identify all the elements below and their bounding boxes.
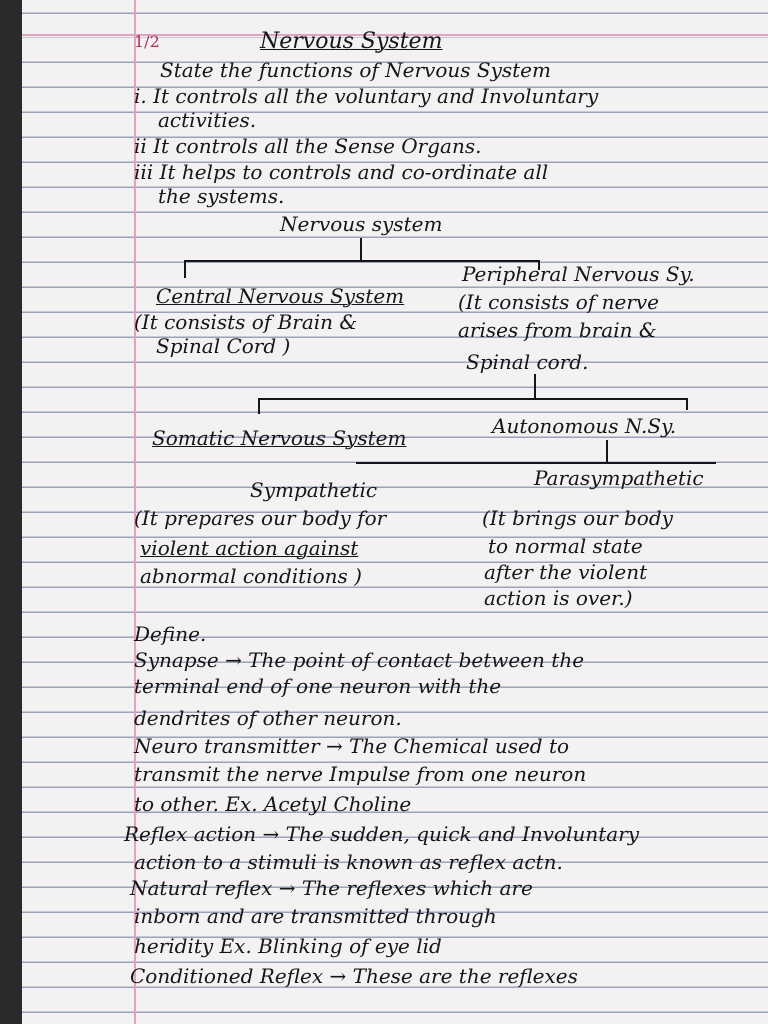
function-line: the systems. — [158, 184, 285, 208]
function-line: i. It controls all the voluntary and Involuntary — [134, 84, 599, 108]
definition-line: transmit the nerve Impulse from one neuron — [134, 762, 587, 786]
connector — [360, 238, 362, 260]
tree-root: Nervous system — [280, 212, 443, 236]
page-title: Nervous System — [260, 29, 443, 54]
pns-desc: Spinal cord. — [466, 350, 589, 374]
cns-desc: Spinal Cord ) — [156, 334, 291, 358]
parasympathetic-title: Parasympathetic — [534, 466, 704, 490]
definition-line: dendrites of other neuron. — [134, 706, 402, 730]
definition-line: terminal end of one neuron with the — [134, 674, 502, 698]
parasympathetic-desc: (It brings our body — [482, 506, 673, 530]
sympathetic-desc: abnormal conditions ) — [140, 564, 362, 588]
definition-line: Natural reflex → The reflexes which are — [130, 876, 533, 900]
definition-line: Reflex action → The sudden, quick and Involuntary — [124, 822, 640, 846]
cns-title: Central Nervous System — [156, 284, 405, 308]
pns-desc: (It consists of nerve — [458, 290, 660, 314]
margin-note: 1/2 — [134, 32, 160, 51]
parasympathetic-desc: after the violent — [484, 560, 648, 584]
cns-desc: (It consists of Brain & — [134, 310, 358, 334]
definition-line: action to a stimuli is known as reflex actn. — [134, 850, 563, 874]
definition-line: to other. Ex. Acetyl Choline — [134, 792, 412, 816]
connector — [686, 398, 688, 410]
define-heading: Define. — [134, 622, 207, 646]
definition-line: Synapse → The point of contact between the — [134, 648, 585, 672]
sympathetic-desc: violent action against — [140, 536, 359, 560]
pns-title: Peripheral Nervous Sy. — [462, 262, 695, 286]
sympathetic-desc: (It prepares our body for — [134, 506, 387, 530]
connector — [258, 398, 260, 414]
question: State the functions of Nervous System — [160, 58, 551, 82]
connector — [534, 374, 536, 400]
somatic-title: Somatic Nervous System — [152, 426, 407, 450]
definition-line: Neuro transmitter → The Chemical used to — [134, 734, 570, 758]
definition-line: Conditioned Reflex → These are the reflexes — [130, 964, 578, 988]
definition-line: heridity Ex. Blinking of eye lid — [134, 934, 442, 958]
function-line: activities. — [158, 108, 257, 132]
connector — [606, 440, 608, 462]
connector — [184, 260, 186, 278]
definition-line: inborn and are transmitted through — [134, 904, 497, 928]
notebook-page — [22, 0, 768, 1024]
connector — [258, 398, 688, 400]
sympathetic-title: Sympathetic — [250, 478, 378, 502]
autonomous-title: Autonomous N.Sy. — [492, 414, 677, 438]
parasympathetic-desc: action is over.) — [484, 586, 633, 610]
pns-desc: arises from brain & — [458, 318, 657, 342]
connector — [356, 462, 716, 464]
parasympathetic-desc: to normal state — [488, 534, 643, 558]
function-line: ii It controls all the Sense Organs. — [134, 134, 482, 158]
function-line: iii It helps to controls and co-ordinate all — [134, 160, 549, 184]
